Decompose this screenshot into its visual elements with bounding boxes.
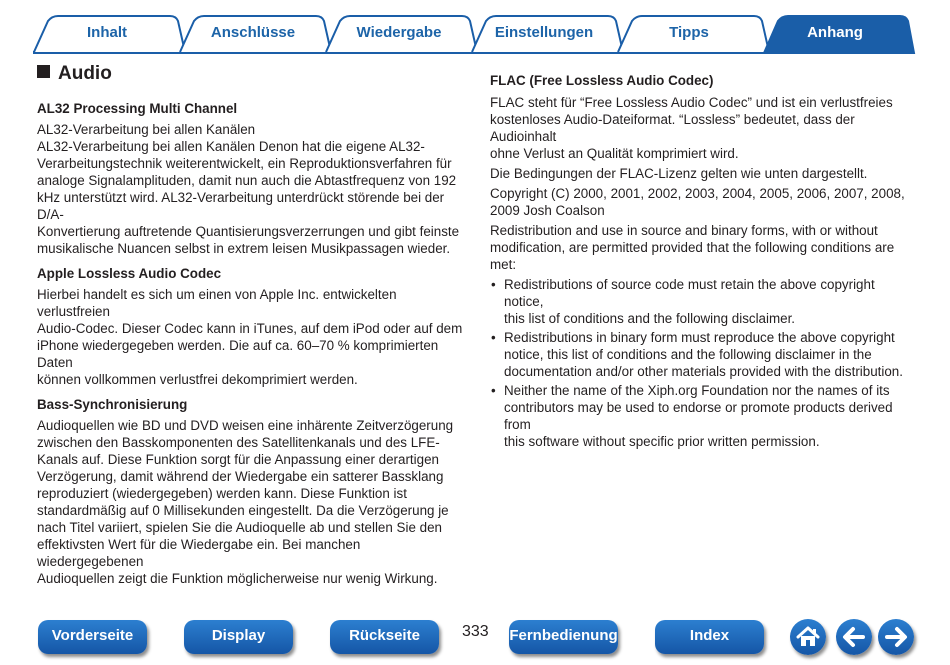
index-button[interactable]: Index: [655, 620, 764, 654]
left-column: [37, 100, 465, 595]
section-alac: [37, 265, 465, 388]
list-item: [504, 276, 915, 327]
rueckseite-button[interactable]: Rückseite: [330, 620, 439, 654]
page-title-text: Audio: [58, 63, 112, 84]
heading-square-icon: [37, 65, 50, 78]
text-line: Audioquellen zeigt die Funktion möglicherweise nur wenig Wirkung.: [37, 571, 438, 586]
text-line: Copyright (C) 2000, 2001, 2002, 2003, 2004, 2005, 2006, 2007, 2008,: [490, 186, 905, 201]
next-page-button[interactable]: [878, 619, 914, 655]
text-line: Konvertierung auftretende Quantisierungsverzerrungen und gibt feinste: [37, 224, 460, 239]
section-title-alac: Apple Lossless Audio Codec: [37, 266, 222, 281]
text-line: zwischen den Basskomponenten des Satellitenkanals und des LFE-: [37, 435, 440, 450]
text-line: Audio-Codec. Dieser Codec kann in iTunes, auf dem iPod oder auf dem: [37, 321, 463, 336]
text-line: kHz unterstützt wird. AL32-Verarbeitung unterdrückt störende bei der D/A-: [37, 190, 445, 222]
paragraph-flac-license: Die Bedingungen der FLAC-Lizenz gelten wie unten dargestellt.: [490, 166, 868, 181]
text-line: notice, this list of conditions and the following disclaimer in the: [504, 347, 872, 362]
section-title-flac: FLAC (Free Lossless Audio Codec): [490, 73, 714, 88]
home-icon: [790, 619, 826, 655]
paragraph-flac-intro: [490, 94, 915, 162]
text-line: documentation and/or other materials provided with the distribution.: [504, 364, 903, 379]
section-bass-sync: [37, 396, 465, 587]
arrow-left-icon: [836, 619, 872, 655]
text-line: effektivsten Wert für die Wiedergabe ein. Bei manchen wiedergegebenen: [37, 537, 361, 569]
fernbedienung-button[interactable]: Fernbedienung: [509, 620, 618, 654]
right-column: [490, 72, 915, 452]
text-line: kostenloses Audio-Dateiformat. “Lossless” bedeutet, dass der Audioinhalt: [490, 112, 855, 144]
text-line: this list of conditions and the following disclaimer.: [504, 311, 796, 326]
tab-tipps[interactable]: Tipps: [669, 24, 709, 41]
text-line: analoge Signalamplituden, damit nun auch die Abtastfrequenz von 192: [37, 173, 457, 188]
text-line: 2009 Josh Coalson: [490, 203, 605, 218]
tab-einstellungen[interactable]: Einstellungen: [494, 24, 594, 41]
text-line: Verarbeitungstechnik weiterentwickelt, ein Reproduktionsverfahren für: [37, 156, 452, 171]
list-item: [504, 329, 915, 380]
section-al32: [37, 100, 465, 257]
text-line: this software without specific prior written permission.: [504, 434, 820, 449]
text-line: musikalische Nuancen selbst in extrem leisen Musikpassagen wieder.: [37, 241, 451, 256]
page-title: [37, 63, 112, 85]
list-item: [504, 382, 915, 450]
tab-bar: [0, 0, 950, 56]
paragraph-copyright: [490, 185, 915, 219]
section-title-al32: AL32 Processing Multi Channel: [37, 101, 238, 116]
text-line: Hierbei handelt es sich um einen von Apple Inc. entwickelten verlustfreien: [37, 287, 397, 319]
text-line: Redistributions in binary form must reproduce the above copyright: [504, 330, 895, 345]
arrow-right-icon: [878, 619, 914, 655]
vorderseite-button[interactable]: Vorderseite: [38, 620, 147, 654]
display-button[interactable]: Display: [184, 620, 293, 654]
section-title-bass-sync: Bass-Synchronisierung: [37, 397, 188, 412]
text-line: Verzögerung, damit während der Wiedergabe ein satterer Bassklang: [37, 469, 444, 484]
text-line: Audioquellen wie BD und DVD weisen eine inhärente Zeitverzögerung: [37, 418, 454, 433]
text-line: standardmäßig auf 0 Millisekunden eingestellt. Da die Verzögerung je: [37, 503, 449, 518]
text-line: ohne Verlust an Qualität komprimiert wird.: [490, 146, 739, 161]
text-line: contributors may be used to endorse or promote products derived from: [504, 400, 893, 432]
tab-wiedergabe[interactable]: Wiedergabe: [356, 24, 442, 41]
text-line: Redistribution and use in source and binary forms, with or without: [490, 223, 878, 238]
text-line: Neither the name of the Xiph.org Foundation nor the names of its: [504, 383, 890, 398]
text-line: Kanals auf. Diese Funktion sorgt für die Anpassung einer derartigen: [37, 452, 439, 467]
paragraph-al32: [37, 121, 465, 257]
paragraph-bass-sync: [37, 417, 465, 587]
text-line: Redistributions of source code must retain the above copyright notice,: [504, 277, 875, 309]
page-number: 333: [462, 623, 489, 640]
text-line: können vollkommen verlustfrei dekomprimiert werden.: [37, 372, 358, 387]
text-line: modification, are permitted provided that the following conditions are met:: [490, 240, 895, 272]
tab-anschluesse[interactable]: Anschlüsse: [210, 24, 296, 41]
previous-page-button[interactable]: [836, 619, 872, 655]
tab-anhang[interactable]: Anhang: [807, 24, 863, 41]
tab-inhalt[interactable]: Inhalt: [87, 24, 127, 41]
paragraph-alac: [37, 286, 465, 388]
text-line: AL32-Verarbeitung bei allen Kanälen: [37, 122, 256, 137]
paragraph-redistribution: [490, 222, 915, 273]
text-line: iPhone wiedergegeben werden. Die auf ca. 60–70 % komprimierten Daten: [37, 338, 439, 370]
text-line: nach Titel variiert, spielen Sie die Audioquelle ab und stellen Sie den: [37, 520, 442, 535]
home-button[interactable]: [790, 619, 826, 655]
text-line: AL32-Verarbeitung bei allen Kanälen Denon hat die eigene AL32-: [37, 139, 425, 154]
conditions-list: [490, 276, 915, 450]
text-line: FLAC steht für “Free Lossless Audio Codec” und ist ein verlustfreies: [490, 95, 893, 110]
text-line: reproduziert (wiedergegeben) werden kann. Diese Funktion ist: [37, 486, 407, 501]
